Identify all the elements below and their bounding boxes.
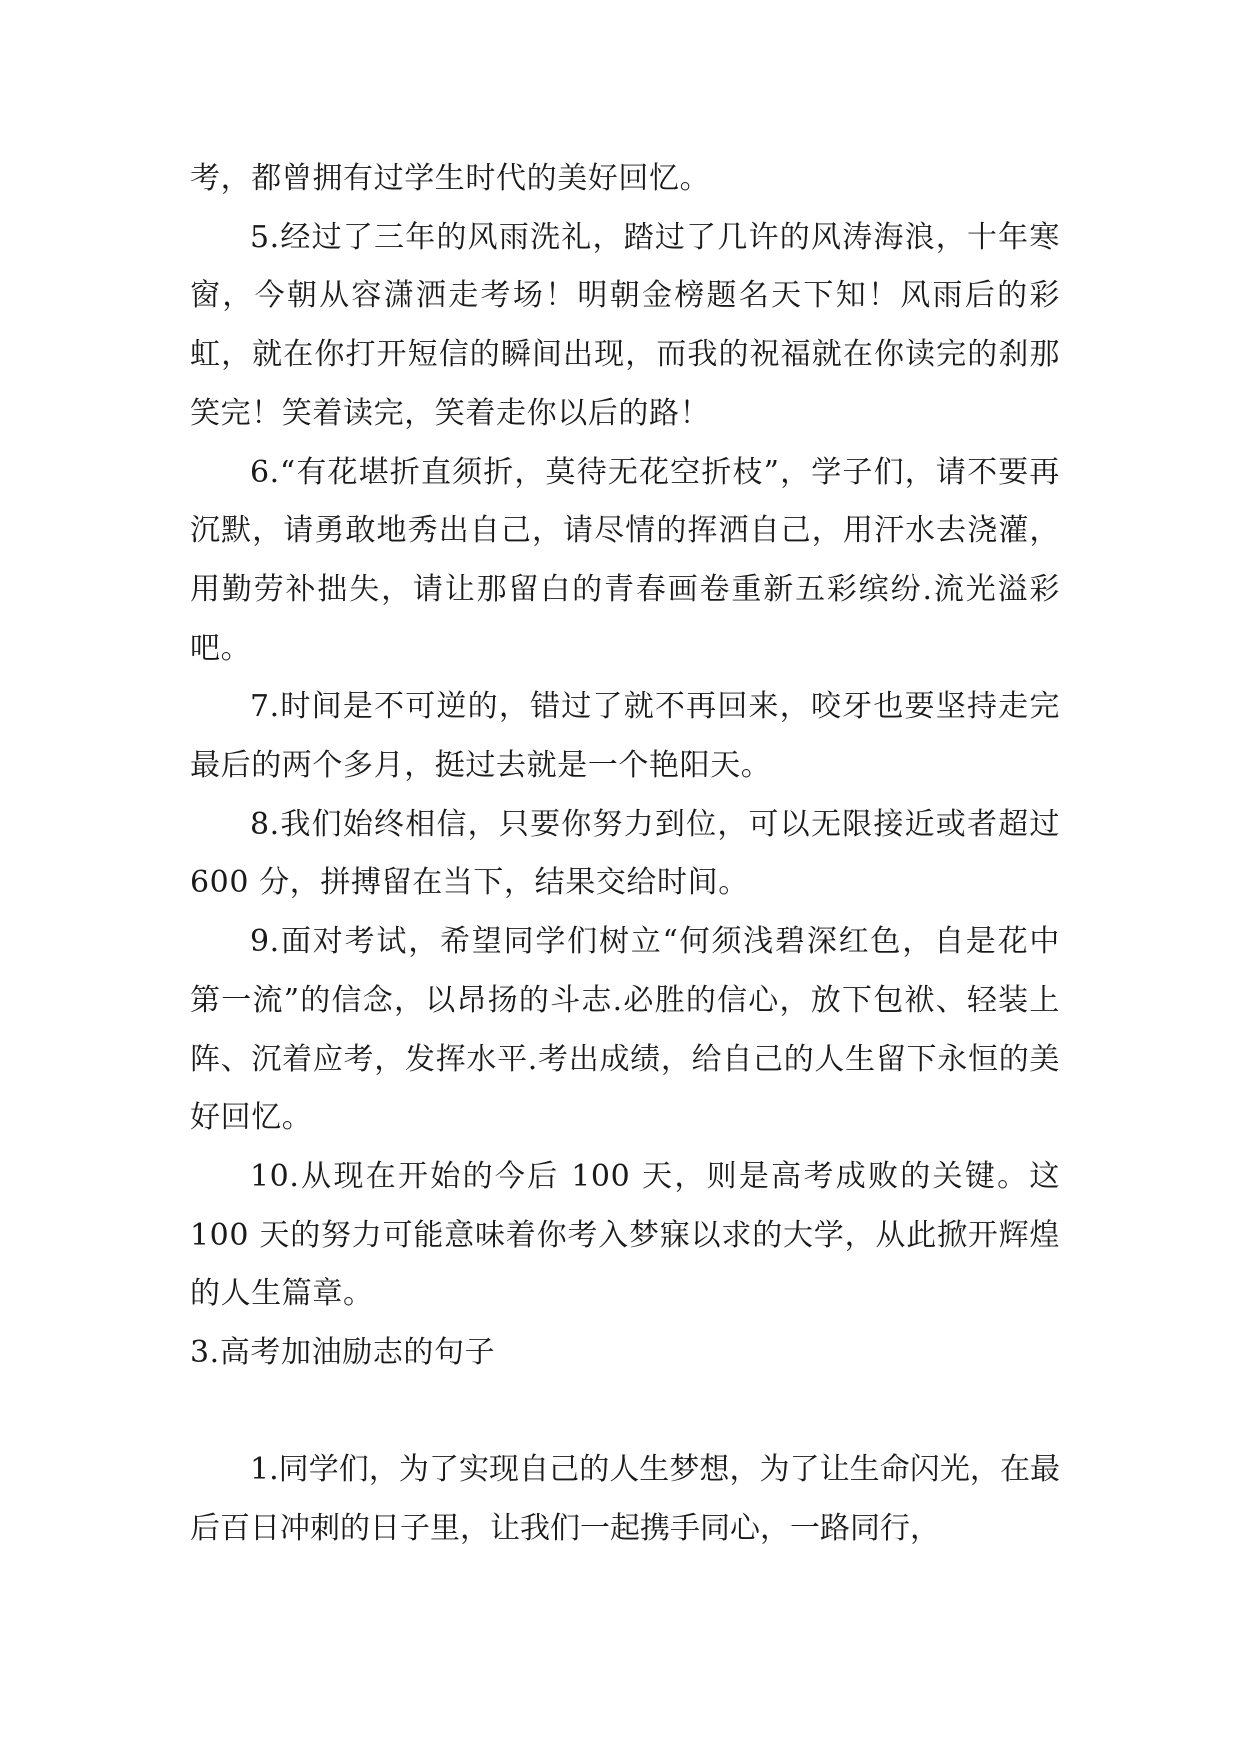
section-heading: 3.高考加油励志的句子 xyxy=(190,1335,496,1371)
paragraph-7: 7.时间是不可逆的，错过了就不再回来，咬牙也要坚持走完最后的两个多月，挺过去就是一个艳阳天。 xyxy=(190,689,1060,784)
section-paragraph-1: 1.同学们，为了实现自己的人生梦想，为了让生命闪光，在最后百日冲刺的日子里，让我们一起携手同心，一路同行， xyxy=(190,1452,1060,1547)
text-column xyxy=(190,150,1060,1559)
paragraph-continued: 考，都曾拥有过学生时代的美好回忆。 xyxy=(190,161,711,196)
paragraph-8: 8.我们始终相信，只要你努力到位，可以无限接近或者超过 600 分，拼搏留在当下，结果交给时间。 xyxy=(190,806,1060,901)
paragraph-6: 6.“有花堪折直须折，莫待无花空折枝”，学子们，请不要再沉默，请勇敢地秀出自己，请尽情的挥洒自己，用汗水去浇灌，用勤劳补拙失，请让那留白的青春画卷重新五彩缤纷.流光溢彩吧。 xyxy=(190,454,1060,666)
paragraph-10: 10.从现在开始的今后 100 天，则是高考成败的关键。这 100 天的努力可能意味着你考入梦寐以求的大学，从此掀开辉煌的人生篇章。 xyxy=(190,1158,1060,1312)
paragraph-5: 5.经过了三年的风雨洗礼，踏过了几许的风涛海浪，十年寒窗，今朝从容潇洒走考场！明朝金榜题名天下知！风雨后的彩虹，就在你打开短信的瞬间出现，而我的祝福就在你读完的刹那笑完！笑着读完，笑着走你以后的路！ xyxy=(190,219,1060,431)
paragraph-9: 9.面对考试，希望同学们树立“何须浅碧深红色，自是花中第一流”的信念，以昂扬的斗志.必胜的信心，放下包袱、轻装上阵、沉着应考，发挥水平.考出成绩，给自己的人生留下永恒的美好回忆。 xyxy=(190,924,1060,1136)
